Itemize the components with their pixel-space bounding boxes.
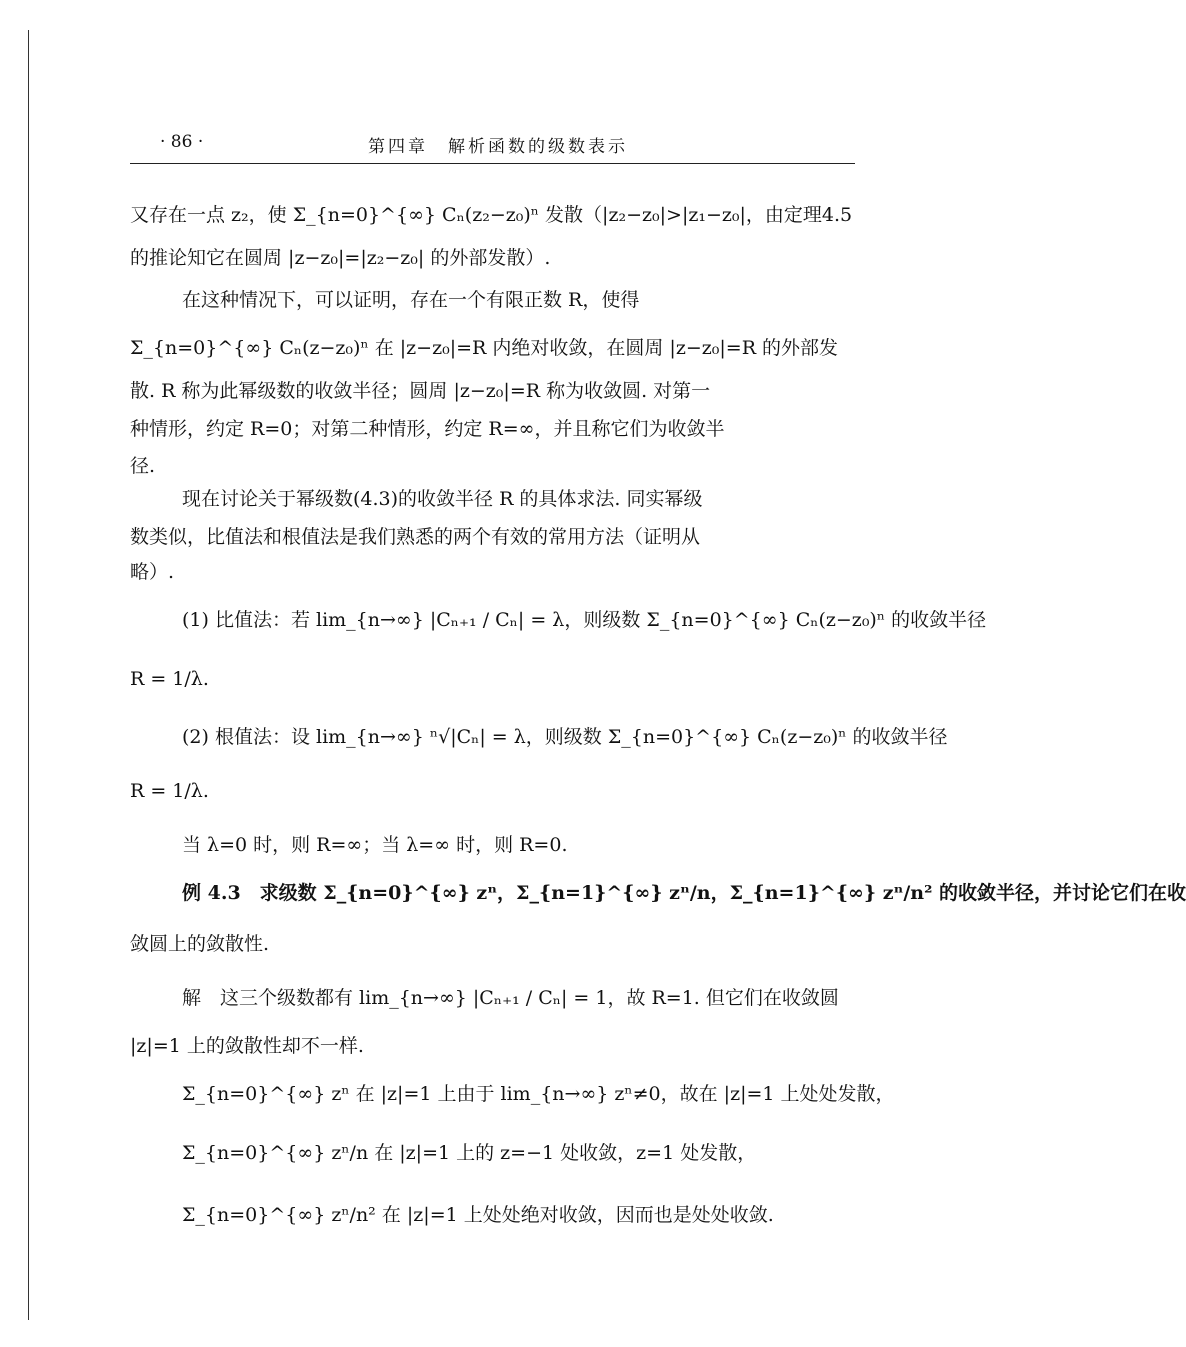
text-line: 又存在一点 z₂，使 Σ_{n=0}^{∞} Cₙ(z₂−z₀)ⁿ 发散（|z₂−z₀|>|z₁−z₀|，由定理4.5 (130, 204, 853, 226)
header-rule (130, 163, 855, 164)
chapter-title: 第四章 解析函数的级数表示 (368, 137, 628, 157)
text-line: Σ_{n=0}^{∞} Cₙ(z−z₀)ⁿ 在 |z−z₀|=R 内绝对收敛，在圆周 |z−z₀|=R 的外部发 (130, 337, 839, 359)
text-line: 略）. (130, 561, 175, 583)
text-line: 散. R 称为此幂级数的收敛半径；圆周 |z−z₀|=R 称为收敛圆. 对第一 (130, 380, 711, 402)
formula-line: (1) 比值法：若 lim_{n→∞} |Cₙ₊₁ / Cₙ| = λ，则级数 Σ_{n=0}^{∞} Cₙ(z−z₀)ⁿ 的收敛半径 (182, 609, 987, 631)
left-margin-line (28, 30, 29, 1320)
formula-line: Σ_{n=0}^{∞} zⁿ/n² 在 |z|=1 上处处绝对收敛，因而也是处处收敛. (182, 1204, 774, 1226)
page-number: · 86 · (160, 132, 204, 152)
text-line: 敛圆上的敛散性. (130, 933, 270, 955)
text-line: 现在讨论关于幂级数(4.3)的收敛半径 R 的具体求法. 同实幂级 (182, 488, 703, 510)
formula-line: (2) 根值法：设 lim_{n→∞} ⁿ√|Cₙ| = λ，则级数 Σ_{n=0}^{∞} Cₙ(z−z₀)ⁿ 的收敛半径 (182, 726, 948, 748)
formula-line: Σ_{n=0}^{∞} zⁿ 在 |z|=1 上由于 lim_{n→∞} zⁿ≠0，故在 |z|=1 上处处发散， (182, 1083, 895, 1105)
page-header (130, 132, 855, 162)
text-line: 径. (130, 455, 156, 477)
text-line: 当 λ=0 时，则 R=∞；当 λ=∞ 时，则 R=0. (182, 834, 568, 856)
text-line: |z|=1 上的敛散性却不一样. (130, 1035, 364, 1057)
text-line: 数类似，比值法和根值法是我们熟悉的两个有效的常用方法（证明从 (130, 526, 701, 548)
text-line: 在这种情况下，可以证明，存在一个有限正数 R，使得 (182, 289, 640, 311)
example-heading: 例 4.3 求级数 Σ_{n=0}^{∞} zⁿ，Σ_{n=1}^{∞} zⁿ/n，Σ_{n=1}^{∞} zⁿ/n² 的收敛半径，并讨论它们在收 (182, 882, 1186, 904)
text-line: 的推论知它在圆周 |z−z₀|=|z₂−z₀| 的外部发散）. (130, 247, 551, 269)
solution-line: 解 这三个级数都有 lim_{n→∞} |Cₙ₊₁ / Cₙ| = 1，故 R=1. 但它们在收敛圆 (182, 987, 839, 1009)
formula-line: Σ_{n=0}^{∞} zⁿ/n 在 |z|=1 上的 z=−1 处收敛，z=1 处发散， (182, 1142, 757, 1164)
formula-line: R = 1/λ. (130, 668, 209, 690)
text-line: 种情形，约定 R=0；对第二种情形，约定 R=∞，并且称它们为收敛半 (130, 418, 725, 440)
formula-line: R = 1/λ. (130, 780, 209, 802)
